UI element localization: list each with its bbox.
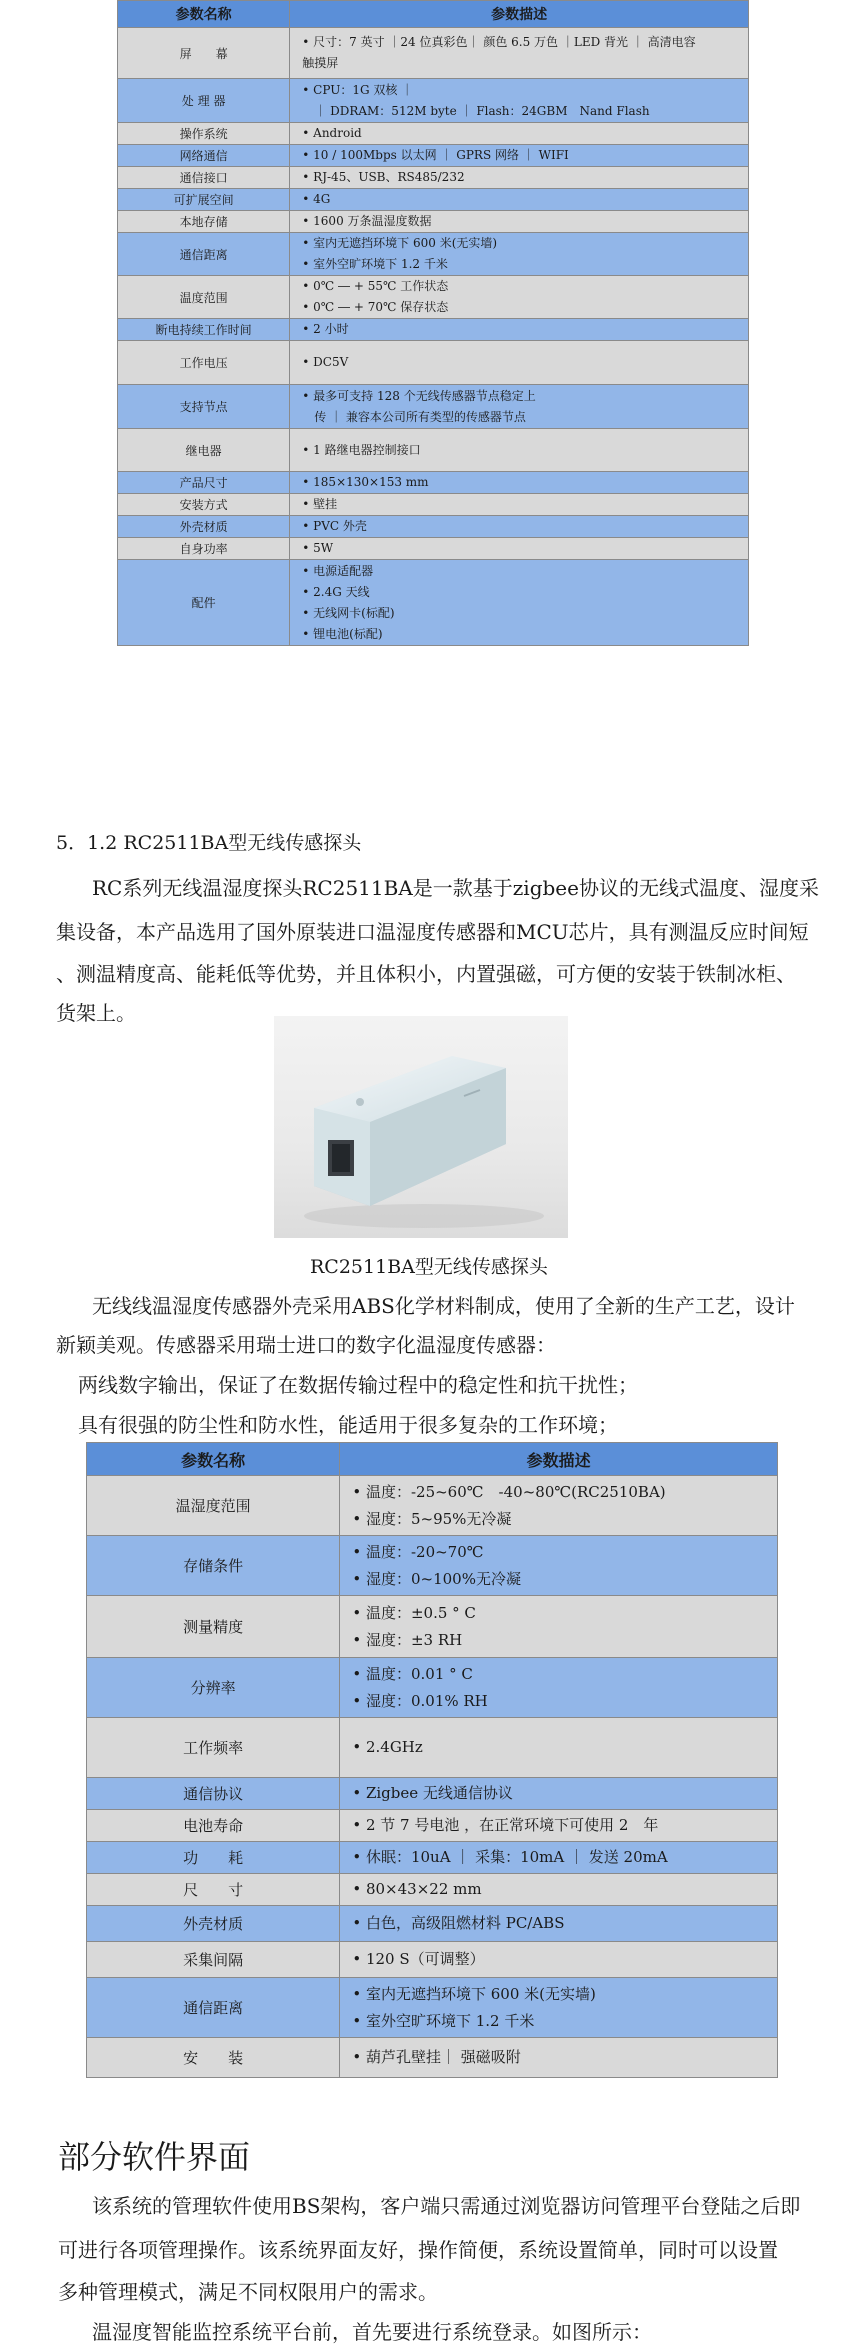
desc-line: 触摸屏 [302, 56, 339, 70]
table-row [118, 429, 749, 472]
table-row [118, 560, 749, 646]
desc-line: • 葫芦孔壁挂｜ 强磁吸附 [352, 2048, 521, 2067]
param-desc-cell [340, 1778, 778, 1810]
param-desc-cell [340, 2038, 778, 2078]
param-desc-cell [290, 538, 749, 560]
table-row [87, 1658, 778, 1718]
desc-line: • RJ-45、USB、RS485/232 [302, 170, 465, 184]
desc-line: • 电源适配器 [302, 563, 374, 578]
table-row [118, 538, 749, 560]
table-row [118, 516, 749, 538]
paragraph-line: 货架上。 [56, 1001, 136, 1025]
param-name-cell: 尺 寸 [87, 1874, 340, 1906]
table-row [87, 1874, 778, 1906]
desc-line: • 80×43×22 mm [352, 1880, 482, 1899]
table-row [87, 1536, 778, 1596]
param-name-cell: 本地存储 [118, 211, 290, 233]
table-row [118, 319, 749, 341]
table-row [87, 1978, 778, 2038]
param-name-cell: 工作电压 [118, 341, 290, 385]
desc-line: • 湿度：±3 RH [352, 1630, 463, 1649]
desc-line: • Android [302, 126, 362, 140]
table-row [118, 145, 749, 167]
table-row [118, 341, 749, 385]
desc-line: • 2 节 7 号电池 ，在正常环境下可使用 2 年 [352, 1816, 659, 1835]
param-name-cell: 安装方式 [118, 494, 290, 516]
param-name-cell: 采集间隔 [87, 1942, 340, 1978]
table-row [87, 2038, 778, 2078]
table-row [118, 189, 749, 211]
sensor-probe-photo [274, 1016, 568, 1238]
param-desc-cell [340, 1810, 778, 1842]
paragraph-line: 集设备，本产品选用了国外原装进口温湿度传感器和MCU芯片，具有测温反应时间短 [56, 920, 809, 944]
param-name-cell: 外壳材质 [118, 516, 290, 538]
table-row [118, 276, 749, 319]
desc-line: • 无线网卡(标配) [302, 605, 395, 620]
param-name-cell: 温湿度范围 [87, 1476, 340, 1536]
param-name-cell: 产品尺寸 [118, 472, 290, 494]
param-name-cell: 存储条件 [87, 1536, 340, 1596]
table-row [87, 1476, 778, 1536]
paragraph-line: RC系列无线温湿度探头RC2511BA是一款基于zigbee协议的无线式温度、湿度采 [92, 876, 819, 900]
desc-line: • 温度：±0.5 ° C [352, 1604, 476, 1623]
paragraph-line: 新颖美观。传感器采用瑞士进口的数字化温湿度传感器： [56, 1333, 556, 1357]
desc-line: • 尺寸：7 英寸 ｜24 位真彩色｜ 颜色 6.5 万色 ｜LED 背光 ｜ 高清电容 [302, 35, 696, 49]
table-header-row [87, 1443, 778, 1476]
desc-line: • 1 路继电器控制接口 [302, 442, 421, 457]
param-desc-cell [290, 385, 749, 429]
desc-line: • DC5V [302, 355, 349, 369]
param-name-cell: 操作系统 [118, 123, 290, 145]
desc-line: • PVC 外壳 [302, 519, 367, 533]
desc-line: 传 ｜ 兼容本公司所有类型的传感器节点 [302, 409, 526, 424]
table-header-row [118, 1, 749, 28]
param-name-cell: 断电持续工作时间 [118, 319, 290, 341]
desc-line: • 2.4GHz [352, 1738, 423, 1757]
table-row [118, 211, 749, 233]
desc-line: • 0℃ ― + 70℃ 保存状态 [302, 300, 449, 314]
param-desc-cell [290, 516, 749, 538]
table-row [118, 494, 749, 516]
table-row [118, 167, 749, 189]
param-name-cell: 通信接口 [118, 167, 290, 189]
desc-line: • 湿度：5~95%无冷凝 [352, 1509, 512, 1528]
table-row [87, 1942, 778, 1978]
param-desc-cell [340, 1718, 778, 1778]
desc-line: • 室内无遮挡环境下 600 米(无实墙) [302, 236, 498, 250]
table-row [118, 123, 749, 145]
param-desc-cell [290, 560, 749, 646]
feature-line: 两线数字输出，保证了在数据传输过程中的稳定性和抗干扰性； [78, 1373, 638, 1397]
param-desc-cell [290, 276, 749, 319]
param-desc-cell [290, 233, 749, 276]
desc-line: • Zigbee 无线通信协议 [352, 1784, 513, 1803]
sensor-probe-image [274, 1016, 568, 1238]
probe-spec-table [86, 1442, 778, 2078]
table-row [118, 28, 749, 79]
param-desc-cell [290, 145, 749, 167]
table-row [87, 1906, 778, 1942]
desc-line: • 室外空旷环境下 1.2 千米 [352, 2011, 535, 2030]
param-desc-cell [340, 1476, 778, 1536]
param-desc-cell [290, 472, 749, 494]
desc-line: • 5W [302, 541, 334, 555]
table-row [87, 1778, 778, 1810]
gateway-spec-table [117, 0, 749, 646]
param-name-cell: 通信距离 [87, 1978, 340, 2038]
paragraph-line: 多种管理模式，满足不同权限用户的需求。 [58, 2280, 438, 2304]
param-desc-cell [340, 1842, 778, 1874]
paragraph-line: 该系统的管理软件使用BS架构，客户端只需通过浏览器访问管理平台登陆之后即 [92, 2194, 801, 2218]
software-heading: 部分软件界面 [58, 2139, 251, 2175]
desc-line: • 4G [302, 192, 331, 206]
paragraph-line: 无线线温湿度传感器外壳采用ABS化学材料制成，使用了全新的生产工艺，设计 [92, 1294, 795, 1318]
desc-line: • 白色，高级阻燃材料 PC/ABS [352, 1914, 565, 1933]
desc-line: • 湿度：0.01% RH [352, 1691, 488, 1710]
param-name-cell: 自身功率 [118, 538, 290, 560]
table-row [118, 385, 749, 429]
param-desc-cell [340, 1658, 778, 1718]
header-param-desc: 参数描述 [290, 1, 749, 28]
desc-line: • 最多可支持 128 个无线传感器节点稳定上 [302, 388, 536, 403]
desc-line: • 湿度：0~100%无冷凝 [352, 1569, 521, 1588]
photo-caption: RC2511BA型无线传感探头 [310, 1256, 548, 1278]
param-desc-cell [290, 79, 749, 123]
param-desc-cell [340, 1942, 778, 1978]
param-name-cell: 工作频率 [87, 1718, 340, 1778]
table-row [118, 472, 749, 494]
param-desc-cell [290, 429, 749, 472]
param-name-cell: 测量精度 [87, 1596, 340, 1658]
desc-line: • 锂电池(标配) [302, 626, 383, 641]
desc-line: • 休眠：10uA ｜ 采集：10mA ｜ 发送 20mA [352, 1848, 668, 1867]
desc-line: • 室内无遮挡环境下 600 米(无实墙) [352, 1985, 596, 2004]
desc-line: ｜ DDRAM：512M byte ｜ Flash：24GBM Nand Flash [302, 103, 650, 118]
param-desc-cell [340, 1536, 778, 1596]
param-desc-cell [290, 494, 749, 516]
param-name-cell: 支持节点 [118, 385, 290, 429]
table-row [118, 79, 749, 123]
param-desc-cell [290, 28, 749, 79]
param-desc-cell [290, 189, 749, 211]
param-name-cell: 温度范围 [118, 276, 290, 319]
param-name-cell: 电池寿命 [87, 1810, 340, 1842]
section-title: 5．1.2 RC2511BA型无线传感探头 [56, 832, 362, 854]
param-name-cell: 通信距离 [118, 233, 290, 276]
feature-line: 具有很强的防尘性和防水性，能适用于很多复杂的工作环境； [78, 1413, 618, 1437]
header-param-name: 参数名称 [87, 1443, 340, 1476]
desc-line: • CPU：1G 双核 ｜ [302, 82, 414, 97]
desc-line: • 185×130×153 mm [302, 475, 429, 489]
table-row [87, 1596, 778, 1658]
param-desc-cell [290, 211, 749, 233]
paragraph-line: 温湿度智能监控系统平台前，首先要进行系统登录。如图所示： [92, 2320, 652, 2344]
param-desc-cell [290, 123, 749, 145]
table-row [87, 1842, 778, 1874]
table-row [87, 1718, 778, 1778]
param-desc-cell [340, 1978, 778, 2038]
header-param-desc: 参数描述 [340, 1443, 778, 1476]
param-desc-cell [340, 1596, 778, 1658]
desc-line: • 2.4G 天线 [302, 584, 370, 599]
param-desc-cell [290, 341, 749, 385]
param-name-cell: 屏 幕 [118, 28, 290, 79]
table-row [87, 1810, 778, 1842]
param-name-cell: 继电器 [118, 429, 290, 472]
desc-line: • 120 S（可调整） [352, 1950, 485, 1969]
param-desc-cell [290, 167, 749, 189]
desc-line: • 室外空旷环境下 1.2 千米 [302, 257, 448, 271]
desc-line: • 2 小时 [302, 322, 349, 336]
desc-line: • 温度：-20~70℃ [352, 1543, 484, 1562]
paragraph-line: 、测温精度高、能耗低等优势，并且体积小，内置强磁，可方便的安装于铁制冰柜、 [56, 962, 796, 986]
param-name-cell: 通信协议 [87, 1778, 340, 1810]
desc-line: • 温度：0.01 ° C [352, 1665, 473, 1684]
desc-line: • 1600 万条温湿度数据 [302, 214, 432, 228]
desc-line: • 0℃ ― + 55℃ 工作状态 [302, 279, 449, 293]
desc-line: • 温度：-25~60℃ -40~80℃(RC2510BA) [352, 1483, 666, 1502]
desc-line: • 壁挂 [302, 497, 338, 511]
header-param-name: 参数名称 [118, 1, 290, 28]
param-desc-cell [340, 1906, 778, 1942]
param-name-cell: 网络通信 [118, 145, 290, 167]
param-name-cell: 可扩展空间 [118, 189, 290, 211]
param-desc-cell [340, 1874, 778, 1906]
param-desc-cell [290, 319, 749, 341]
param-name-cell: 处 理 器 [118, 79, 290, 123]
param-name-cell: 分辨率 [87, 1658, 340, 1718]
param-name-cell: 安 装 [87, 2038, 340, 2078]
param-name-cell: 外壳材质 [87, 1906, 340, 1942]
desc-line: • 10 / 100Mbps 以太网 ｜ GPRS 网络 ｜ WIFI [302, 148, 569, 162]
param-name-cell: 功 耗 [87, 1842, 340, 1874]
paragraph-line: 可进行各项管理操作。该系统界面友好，操作简便，系统设置简单，同时可以设置 [58, 2238, 778, 2262]
param-name-cell: 配件 [118, 560, 290, 646]
table-row [118, 233, 749, 276]
